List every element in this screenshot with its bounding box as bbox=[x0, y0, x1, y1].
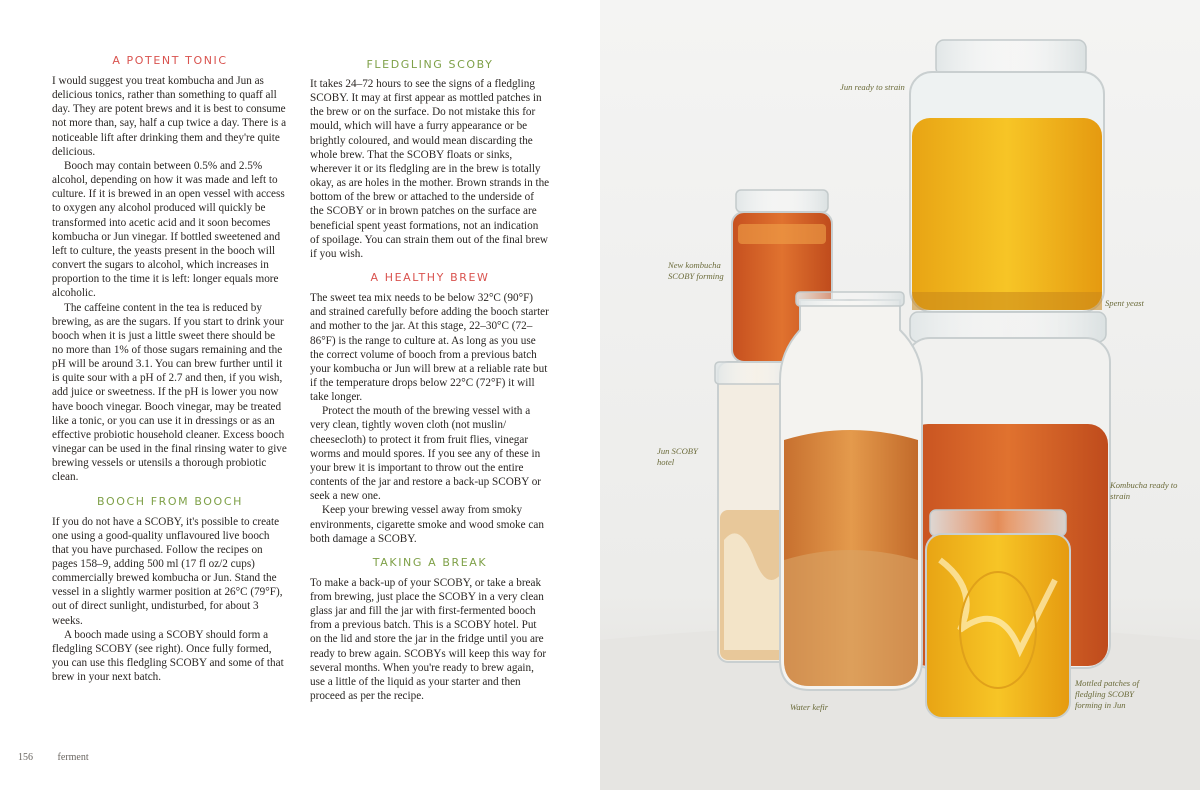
caption-jun-ready: Jun ready to strain bbox=[840, 82, 905, 92]
page-number: 156 bbox=[18, 752, 33, 763]
paragraph: Keep your brewing vessel away from smoky environments, cigarette smoke and wood smoke can both damage a SCOBY. bbox=[310, 504, 544, 545]
jars-illustration bbox=[600, 0, 1200, 790]
paragraph: To make a back-up of your SCOBY, or take a break from brewing, just place the SCOBY in a very clean glass jar and fill the jar with first-fermented booch from a previous batch. This is a SCOBY hotel. Put on the lid and store the jar in the fridge until you are ready to brew again. SCOBYs will keep this way for several months. When you're ready to brew again, use a little of the liquid as your starter and then proceed as per the recipe. bbox=[310, 576, 547, 703]
running-footer: ferment bbox=[57, 752, 89, 763]
text-column-2 bbox=[310, 58, 550, 703]
paragraph: The sweet tea mix needs to be below 32°C (90°F) and strained carefully before adding the booch starter and mother to the jar. At this stage, 22–30°C (72–86°F) is the range to culture at. As long as you use the correct volume of booch from a previous batch your kombucha or Jun will brew at a reliable rate but if the temperature drops below 22°C (72°F) it will take longer. bbox=[310, 292, 549, 404]
heading-booch-from-booch: BOOCH FROM BOOCH bbox=[97, 494, 243, 508]
caption-new-kombucha: New kombucha SCOBY forming bbox=[668, 260, 724, 281]
paragraph: If you do not have a SCOBY, it's possible to create one using a good-quality unflavoured live booch that you have purchased. Follow the recipes on pages 158–9, adding 500 ml (17 fl oz/2 cups) commercially brewed kombucha or Jun. Stand the vessel in a slightly warmer position at 26°C (79°F), out of direct sunlight, undisturbed, for about 3 weeks. bbox=[52, 515, 283, 627]
paragraph: Booch may contain between 0.5% and 2.5% alcohol, depending on how it was made and left to culture. If it is brewed in an open vessel with access to oxygen any alcohol produced will quickly be transformed into acetic acid and it soon becomes kombucha or Jun vinegar. If bottled sweetened and left to culture, the yeasts present in the booch will convert the sugars to alcohol, which increases in proportion to the time it is left: longer equals more alcoholic. bbox=[52, 159, 285, 300]
text-column-1 bbox=[52, 54, 288, 684]
water-kefir-bottle bbox=[780, 292, 922, 690]
paragraph: A booch made using a SCOBY should form a fledgling SCOBY (see right). Once fully formed, you can use this fledgling SCOBY and some of that brew in your next batch. bbox=[52, 628, 284, 684]
page-footer bbox=[18, 752, 111, 763]
jars-photo bbox=[600, 0, 1200, 790]
paragraph: The caffeine content in the tea is reduced by brewing, as are the sugars. If you start to drink your booch when it is just a little sweet there should be no more than 1% of those sugars remaining and the pH will be around 3.1. You can brew further until it is quite sour with a pH of 2.7 and then, if you wish, add juice or sweetness. If the pH is lower you now have booch vinegar. Booch vinegar, may be treated like a tonic, or you can use it in dressings or as an effective probiotic household cleaner. Excess booch vinegar can be used in the final rinsing water to give brewing vessels or utensils a thorough probiotic clean. bbox=[52, 301, 287, 484]
jun-ready-jar bbox=[910, 40, 1104, 312]
caption-spent-yeast: Spent yeast bbox=[1105, 298, 1144, 308]
heading-a-healthy-brew: A HEALTHY BREW bbox=[370, 271, 490, 285]
caption-mottled-patches: Mottled patches of fledgling SCOBY forming in Jun bbox=[1075, 678, 1139, 710]
caption-water-kefir: Water kefir bbox=[790, 702, 829, 712]
paragraph: Protect the mouth of the brewing vessel with a very clean, tightly woven cloth (not muslin/ cheesecloth) to protect it from fruit flies, vinegar worms and mould spores. If you see any of these in your brew it is important to throw out the entire contents of the jar and restore a back-up SCOBY or seek a new one. bbox=[310, 405, 542, 503]
heading-taking-a-break: TAKING A BREAK bbox=[372, 555, 488, 569]
paragraph: It takes 24–72 hours to see the signs of a fledgling SCOBY. It may at first appear as mottled patches in the brew or on the surface. Do not mistake this for mould, which will have a furry appearance or be brightly coloured, and would mean discarding the whole brew. That the SCOBY floats or sinks, wherever it or its fledgling are in the brew is totally okay, as are holes in the mother. Brown strands in the bottom of the brew or attached to the underside of the SCOBY or in brown patches on the surface are beneficial spent yeast formations, not an indication of spoilage. You can strain them out of the final brew if you wish. bbox=[310, 78, 550, 260]
heading-a-potent-tonic: A POTENT TONIC bbox=[112, 54, 228, 67]
caption-kombucha-ready: Kombucha ready to strain bbox=[1110, 480, 1178, 501]
caption-jun-scoby-hotel: Jun SCOBY hotel bbox=[657, 446, 698, 467]
heading-fledgling-scoby: FLEDGLING SCOBY bbox=[366, 58, 494, 71]
paragraph: I would suggest you treat kombucha and Jun as delicious tonics, rather than something to quaff all day. They are potent brews and it is best to consume not more than, say, half a cup twice a day. There is a noticeable lift after drinking them and they're quite delicious. bbox=[52, 75, 287, 158]
fledgling-scoby-jun-jar bbox=[926, 510, 1070, 718]
